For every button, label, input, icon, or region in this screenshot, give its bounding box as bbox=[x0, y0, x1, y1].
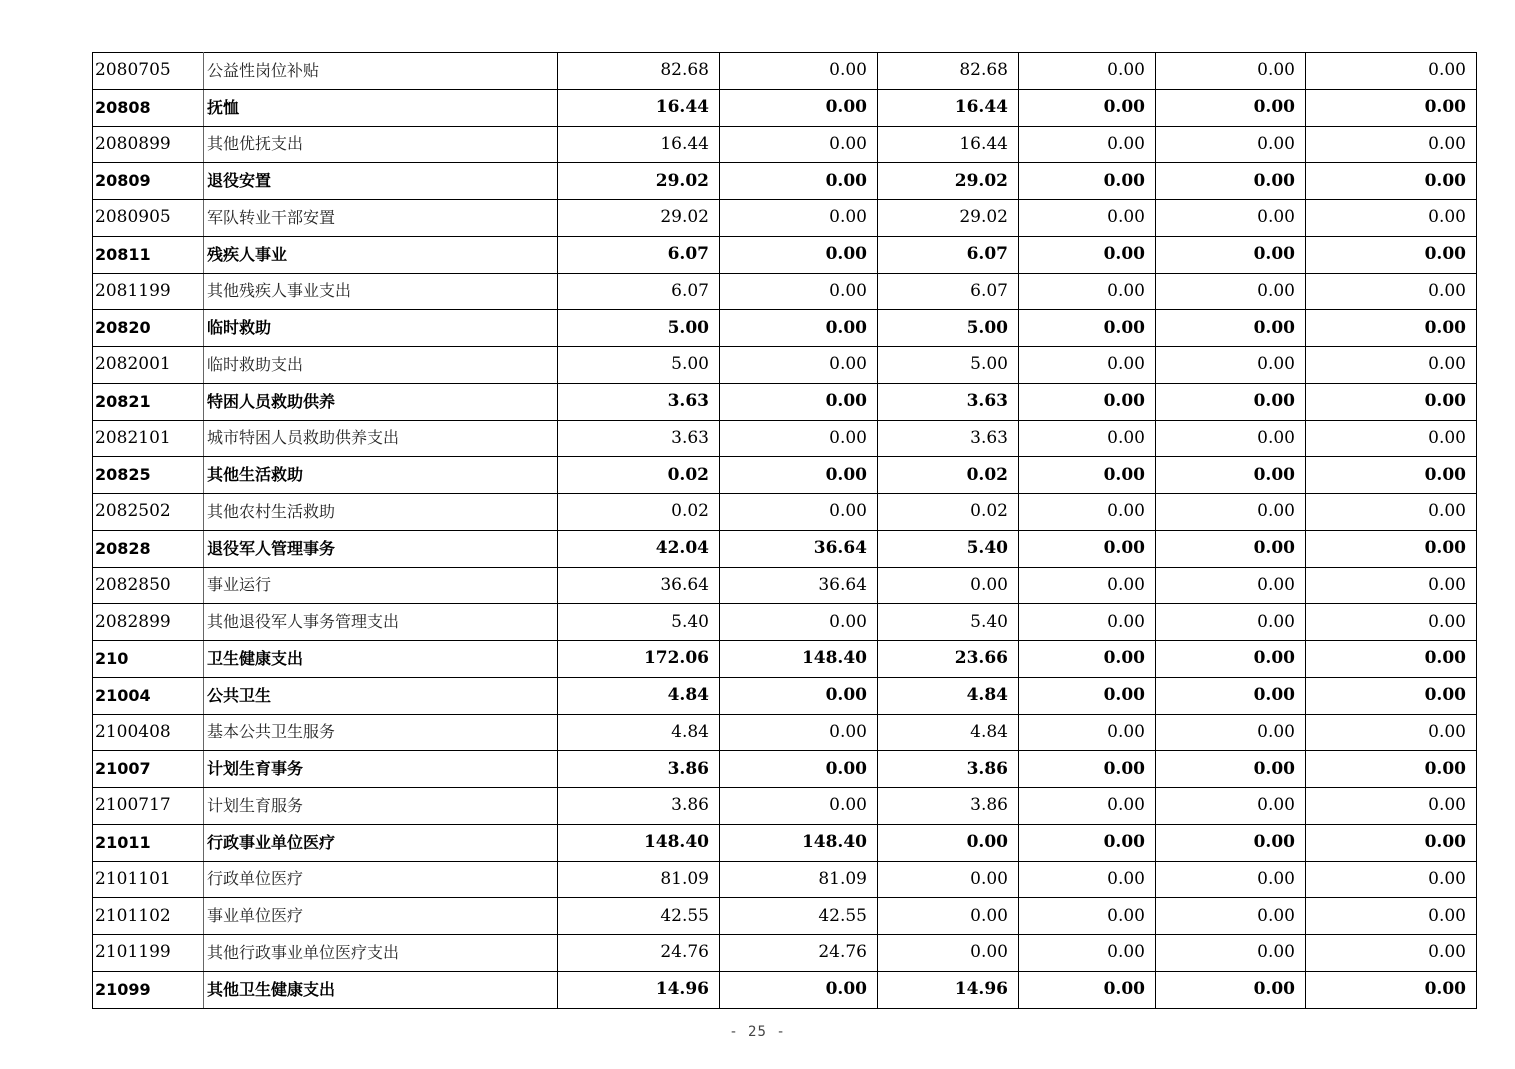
cell-total: 3.86 bbox=[558, 751, 720, 788]
cell-total: 24.76 bbox=[558, 935, 720, 972]
cell-col6: 0.00 bbox=[1306, 126, 1477, 163]
cell-col6: 0.00 bbox=[1306, 641, 1477, 678]
cell-col6: 0.00 bbox=[1306, 494, 1477, 531]
cell-col4: 0.00 bbox=[1019, 604, 1156, 641]
cell-project: 0.00 bbox=[878, 861, 1019, 898]
cell-name: 其他农村生活救助 bbox=[204, 494, 558, 531]
cell-code: 21007 bbox=[93, 751, 204, 788]
table-row bbox=[93, 751, 1477, 788]
cell-total: 16.44 bbox=[558, 126, 720, 163]
cell-project: 5.00 bbox=[878, 347, 1019, 384]
cell-name: 城市特困人员救助供养支出 bbox=[204, 420, 558, 457]
cell-total: 29.02 bbox=[558, 200, 720, 237]
cell-basic: 148.40 bbox=[720, 641, 878, 678]
cell-total: 3.86 bbox=[558, 788, 720, 825]
cell-col4: 0.00 bbox=[1019, 530, 1156, 567]
cell-total: 16.44 bbox=[558, 89, 720, 126]
cell-total: 6.07 bbox=[558, 273, 720, 310]
cell-code: 20821 bbox=[93, 383, 204, 420]
cell-total: 148.40 bbox=[558, 824, 720, 861]
table-row bbox=[93, 236, 1477, 273]
cell-col6: 0.00 bbox=[1306, 861, 1477, 898]
table-row bbox=[93, 604, 1477, 641]
cell-total: 3.63 bbox=[558, 420, 720, 457]
cell-name: 行政事业单位医疗 bbox=[204, 824, 558, 861]
table-row bbox=[93, 347, 1477, 384]
cell-project: 14.96 bbox=[878, 971, 1019, 1008]
cell-col6: 0.00 bbox=[1306, 824, 1477, 861]
cell-col5: 0.00 bbox=[1156, 604, 1306, 641]
cell-code: 2082001 bbox=[93, 347, 204, 384]
cell-code: 20809 bbox=[93, 163, 204, 200]
cell-basic: 148.40 bbox=[720, 824, 878, 861]
cell-col4: 0.00 bbox=[1019, 89, 1156, 126]
cell-total: 3.63 bbox=[558, 383, 720, 420]
cell-code: 2081199 bbox=[93, 273, 204, 310]
cell-total: 0.02 bbox=[558, 494, 720, 531]
cell-col4: 0.00 bbox=[1019, 420, 1156, 457]
cell-basic: 0.00 bbox=[720, 383, 878, 420]
cell-project: 3.63 bbox=[878, 383, 1019, 420]
cell-total: 5.00 bbox=[558, 310, 720, 347]
cell-basic: 0.00 bbox=[720, 788, 878, 825]
cell-basic: 0.00 bbox=[720, 971, 878, 1008]
table-row bbox=[93, 457, 1477, 494]
cell-code: 21099 bbox=[93, 971, 204, 1008]
cell-basic: 0.00 bbox=[720, 126, 878, 163]
cell-basic: 36.64 bbox=[720, 567, 878, 604]
cell-project: 3.86 bbox=[878, 788, 1019, 825]
cell-code: 21011 bbox=[93, 824, 204, 861]
table-row bbox=[93, 89, 1477, 126]
cell-project: 23.66 bbox=[878, 641, 1019, 678]
cell-col5: 0.00 bbox=[1156, 677, 1306, 714]
cell-col4: 0.00 bbox=[1019, 788, 1156, 825]
cell-col5: 0.00 bbox=[1156, 714, 1306, 751]
cell-code: 2100408 bbox=[93, 714, 204, 751]
cell-name: 基本公共卫生服务 bbox=[204, 714, 558, 751]
cell-col4: 0.00 bbox=[1019, 126, 1156, 163]
cell-col4: 0.00 bbox=[1019, 494, 1156, 531]
cell-col4: 0.00 bbox=[1019, 53, 1156, 90]
cell-project: 16.44 bbox=[878, 126, 1019, 163]
cell-col4: 0.00 bbox=[1019, 824, 1156, 861]
cell-col5: 0.00 bbox=[1156, 935, 1306, 972]
cell-col6: 0.00 bbox=[1306, 273, 1477, 310]
cell-name: 残疾人事业 bbox=[204, 236, 558, 273]
table-row bbox=[93, 53, 1477, 90]
cell-name: 其他残疾人事业支出 bbox=[204, 273, 558, 310]
cell-code: 210 bbox=[93, 641, 204, 678]
cell-total: 81.09 bbox=[558, 861, 720, 898]
cell-col6: 0.00 bbox=[1306, 677, 1477, 714]
table-row bbox=[93, 677, 1477, 714]
cell-col6: 0.00 bbox=[1306, 347, 1477, 384]
cell-col5: 0.00 bbox=[1156, 236, 1306, 273]
cell-basic: 0.00 bbox=[720, 236, 878, 273]
cell-project: 0.00 bbox=[878, 567, 1019, 604]
cell-code: 2101199 bbox=[93, 935, 204, 972]
table-row bbox=[93, 935, 1477, 972]
cell-col5: 0.00 bbox=[1156, 126, 1306, 163]
cell-col6: 0.00 bbox=[1306, 604, 1477, 641]
cell-name: 计划生育服务 bbox=[204, 788, 558, 825]
cell-basic: 0.00 bbox=[720, 89, 878, 126]
cell-project: 29.02 bbox=[878, 163, 1019, 200]
cell-project: 3.63 bbox=[878, 420, 1019, 457]
cell-basic: 0.00 bbox=[720, 310, 878, 347]
cell-col6: 0.00 bbox=[1306, 935, 1477, 972]
cell-project: 4.84 bbox=[878, 677, 1019, 714]
cell-code: 2082502 bbox=[93, 494, 204, 531]
cell-col6: 0.00 bbox=[1306, 420, 1477, 457]
cell-col5: 0.00 bbox=[1156, 457, 1306, 494]
cell-col5: 0.00 bbox=[1156, 824, 1306, 861]
cell-project: 0.00 bbox=[878, 898, 1019, 935]
cell-basic: 0.00 bbox=[720, 163, 878, 200]
cell-basic: 0.00 bbox=[720, 420, 878, 457]
cell-name: 退役安置 bbox=[204, 163, 558, 200]
cell-name: 其他退役军人事务管理支出 bbox=[204, 604, 558, 641]
cell-col5: 0.00 bbox=[1156, 641, 1306, 678]
cell-code: 2082899 bbox=[93, 604, 204, 641]
cell-name: 计划生育事务 bbox=[204, 751, 558, 788]
table-row bbox=[93, 861, 1477, 898]
cell-code: 2082101 bbox=[93, 420, 204, 457]
cell-col5: 0.00 bbox=[1156, 567, 1306, 604]
cell-basic: 0.00 bbox=[720, 273, 878, 310]
page-number: - 25 - bbox=[729, 1024, 786, 1040]
cell-col5: 0.00 bbox=[1156, 971, 1306, 1008]
cell-total: 6.07 bbox=[558, 236, 720, 273]
cell-col6: 0.00 bbox=[1306, 236, 1477, 273]
cell-code: 2101101 bbox=[93, 861, 204, 898]
cell-project: 0.02 bbox=[878, 457, 1019, 494]
cell-name: 退役军人管理事务 bbox=[204, 530, 558, 567]
cell-col4: 0.00 bbox=[1019, 971, 1156, 1008]
cell-name: 公共卫生 bbox=[204, 677, 558, 714]
cell-name: 其他卫生健康支出 bbox=[204, 971, 558, 1008]
cell-code: 2082850 bbox=[93, 567, 204, 604]
cell-col5: 0.00 bbox=[1156, 89, 1306, 126]
cell-code: 20820 bbox=[93, 310, 204, 347]
cell-col5: 0.00 bbox=[1156, 383, 1306, 420]
cell-col6: 0.00 bbox=[1306, 898, 1477, 935]
cell-name: 临时救助支出 bbox=[204, 347, 558, 384]
cell-name: 公益性岗位补贴 bbox=[204, 53, 558, 90]
table-row bbox=[93, 714, 1477, 751]
table-row bbox=[93, 641, 1477, 678]
cell-col5: 0.00 bbox=[1156, 163, 1306, 200]
cell-col4: 0.00 bbox=[1019, 898, 1156, 935]
cell-basic: 0.00 bbox=[720, 494, 878, 531]
cell-col5: 0.00 bbox=[1156, 420, 1306, 457]
cell-basic: 0.00 bbox=[720, 53, 878, 90]
cell-col5: 0.00 bbox=[1156, 310, 1306, 347]
cell-name: 特困人员救助供养 bbox=[204, 383, 558, 420]
cell-project: 5.40 bbox=[878, 604, 1019, 641]
cell-col6: 0.00 bbox=[1306, 457, 1477, 494]
cell-col6: 0.00 bbox=[1306, 89, 1477, 126]
cell-basic: 0.00 bbox=[720, 200, 878, 237]
cell-name: 临时救助 bbox=[204, 310, 558, 347]
table-row bbox=[93, 530, 1477, 567]
cell-code: 20825 bbox=[93, 457, 204, 494]
cell-basic: 81.09 bbox=[720, 861, 878, 898]
cell-code: 2101102 bbox=[93, 898, 204, 935]
cell-basic: 0.00 bbox=[720, 714, 878, 751]
cell-col4: 0.00 bbox=[1019, 567, 1156, 604]
cell-name: 抚恤 bbox=[204, 89, 558, 126]
cell-total: 29.02 bbox=[558, 163, 720, 200]
cell-name: 军队转业干部安置 bbox=[204, 200, 558, 237]
cell-col4: 0.00 bbox=[1019, 751, 1156, 788]
cell-col5: 0.00 bbox=[1156, 898, 1306, 935]
cell-basic: 24.76 bbox=[720, 935, 878, 972]
cell-project: 0.00 bbox=[878, 935, 1019, 972]
cell-code: 2080899 bbox=[93, 126, 204, 163]
cell-col6: 0.00 bbox=[1306, 163, 1477, 200]
cell-col4: 0.00 bbox=[1019, 714, 1156, 751]
table-row bbox=[93, 420, 1477, 457]
cell-name: 事业运行 bbox=[204, 567, 558, 604]
cell-project: 4.84 bbox=[878, 714, 1019, 751]
cell-basic: 0.00 bbox=[720, 347, 878, 384]
cell-col4: 0.00 bbox=[1019, 641, 1156, 678]
cell-total: 42.04 bbox=[558, 530, 720, 567]
table-row bbox=[93, 971, 1477, 1008]
cell-col4: 0.00 bbox=[1019, 236, 1156, 273]
cell-total: 36.64 bbox=[558, 567, 720, 604]
table-body bbox=[93, 53, 1477, 1009]
cell-code: 2100717 bbox=[93, 788, 204, 825]
cell-total: 14.96 bbox=[558, 971, 720, 1008]
cell-col6: 0.00 bbox=[1306, 788, 1477, 825]
table-row bbox=[93, 126, 1477, 163]
cell-project: 82.68 bbox=[878, 53, 1019, 90]
cell-total: 0.02 bbox=[558, 457, 720, 494]
cell-basic: 0.00 bbox=[720, 604, 878, 641]
cell-project: 6.07 bbox=[878, 273, 1019, 310]
cell-col6: 0.00 bbox=[1306, 530, 1477, 567]
cell-basic: 36.64 bbox=[720, 530, 878, 567]
table-row bbox=[93, 788, 1477, 825]
cell-project: 5.40 bbox=[878, 530, 1019, 567]
cell-col5: 0.00 bbox=[1156, 53, 1306, 90]
cell-project: 29.02 bbox=[878, 200, 1019, 237]
cell-name: 行政单位医疗 bbox=[204, 861, 558, 898]
cell-total: 42.55 bbox=[558, 898, 720, 935]
cell-basic: 0.00 bbox=[720, 677, 878, 714]
cell-col6: 0.00 bbox=[1306, 971, 1477, 1008]
table-row bbox=[93, 383, 1477, 420]
cell-col6: 0.00 bbox=[1306, 200, 1477, 237]
cell-code: 2080705 bbox=[93, 53, 204, 90]
cell-col4: 0.00 bbox=[1019, 200, 1156, 237]
cell-col6: 0.00 bbox=[1306, 751, 1477, 788]
budget-table bbox=[92, 52, 1477, 1009]
cell-col5: 0.00 bbox=[1156, 347, 1306, 384]
cell-name: 事业单位医疗 bbox=[204, 898, 558, 935]
cell-name: 其他生活救助 bbox=[204, 457, 558, 494]
cell-code: 20808 bbox=[93, 89, 204, 126]
cell-col4: 0.00 bbox=[1019, 457, 1156, 494]
cell-col6: 0.00 bbox=[1306, 53, 1477, 90]
cell-code: 21004 bbox=[93, 677, 204, 714]
cell-project: 0.02 bbox=[878, 494, 1019, 531]
cell-code: 20828 bbox=[93, 530, 204, 567]
cell-total: 82.68 bbox=[558, 53, 720, 90]
table-row bbox=[93, 200, 1477, 237]
cell-col6: 0.00 bbox=[1306, 310, 1477, 347]
cell-col6: 0.00 bbox=[1306, 567, 1477, 604]
table-row bbox=[93, 567, 1477, 604]
cell-project: 6.07 bbox=[878, 236, 1019, 273]
cell-name: 其他行政事业单位医疗支出 bbox=[204, 935, 558, 972]
cell-total: 5.40 bbox=[558, 604, 720, 641]
cell-col5: 0.00 bbox=[1156, 751, 1306, 788]
table-row bbox=[93, 310, 1477, 347]
cell-project: 5.00 bbox=[878, 310, 1019, 347]
cell-name: 其他优抚支出 bbox=[204, 126, 558, 163]
cell-col6: 0.00 bbox=[1306, 714, 1477, 751]
table-row bbox=[93, 273, 1477, 310]
cell-project: 3.86 bbox=[878, 751, 1019, 788]
cell-total: 5.00 bbox=[558, 347, 720, 384]
table-row bbox=[93, 494, 1477, 531]
cell-col4: 0.00 bbox=[1019, 935, 1156, 972]
cell-total: 172.06 bbox=[558, 641, 720, 678]
table-row bbox=[93, 898, 1477, 935]
cell-total: 4.84 bbox=[558, 714, 720, 751]
cell-col4: 0.00 bbox=[1019, 861, 1156, 898]
cell-col4: 0.00 bbox=[1019, 383, 1156, 420]
cell-col5: 0.00 bbox=[1156, 273, 1306, 310]
cell-code: 2080905 bbox=[93, 200, 204, 237]
cell-name: 卫生健康支出 bbox=[204, 641, 558, 678]
cell-code: 20811 bbox=[93, 236, 204, 273]
cell-col5: 0.00 bbox=[1156, 494, 1306, 531]
table-row bbox=[93, 824, 1477, 861]
cell-total: 4.84 bbox=[558, 677, 720, 714]
cell-col4: 0.00 bbox=[1019, 347, 1156, 384]
cell-project: 0.00 bbox=[878, 824, 1019, 861]
cell-basic: 0.00 bbox=[720, 751, 878, 788]
cell-col5: 0.00 bbox=[1156, 530, 1306, 567]
cell-col5: 0.00 bbox=[1156, 200, 1306, 237]
cell-basic: 0.00 bbox=[720, 457, 878, 494]
cell-basic: 42.55 bbox=[720, 898, 878, 935]
cell-col6: 0.00 bbox=[1306, 383, 1477, 420]
cell-col4: 0.00 bbox=[1019, 677, 1156, 714]
cell-col4: 0.00 bbox=[1019, 310, 1156, 347]
cell-project: 16.44 bbox=[878, 89, 1019, 126]
cell-col5: 0.00 bbox=[1156, 788, 1306, 825]
table-row bbox=[93, 163, 1477, 200]
cell-col4: 0.00 bbox=[1019, 273, 1156, 310]
cell-col4: 0.00 bbox=[1019, 163, 1156, 200]
cell-col5: 0.00 bbox=[1156, 861, 1306, 898]
